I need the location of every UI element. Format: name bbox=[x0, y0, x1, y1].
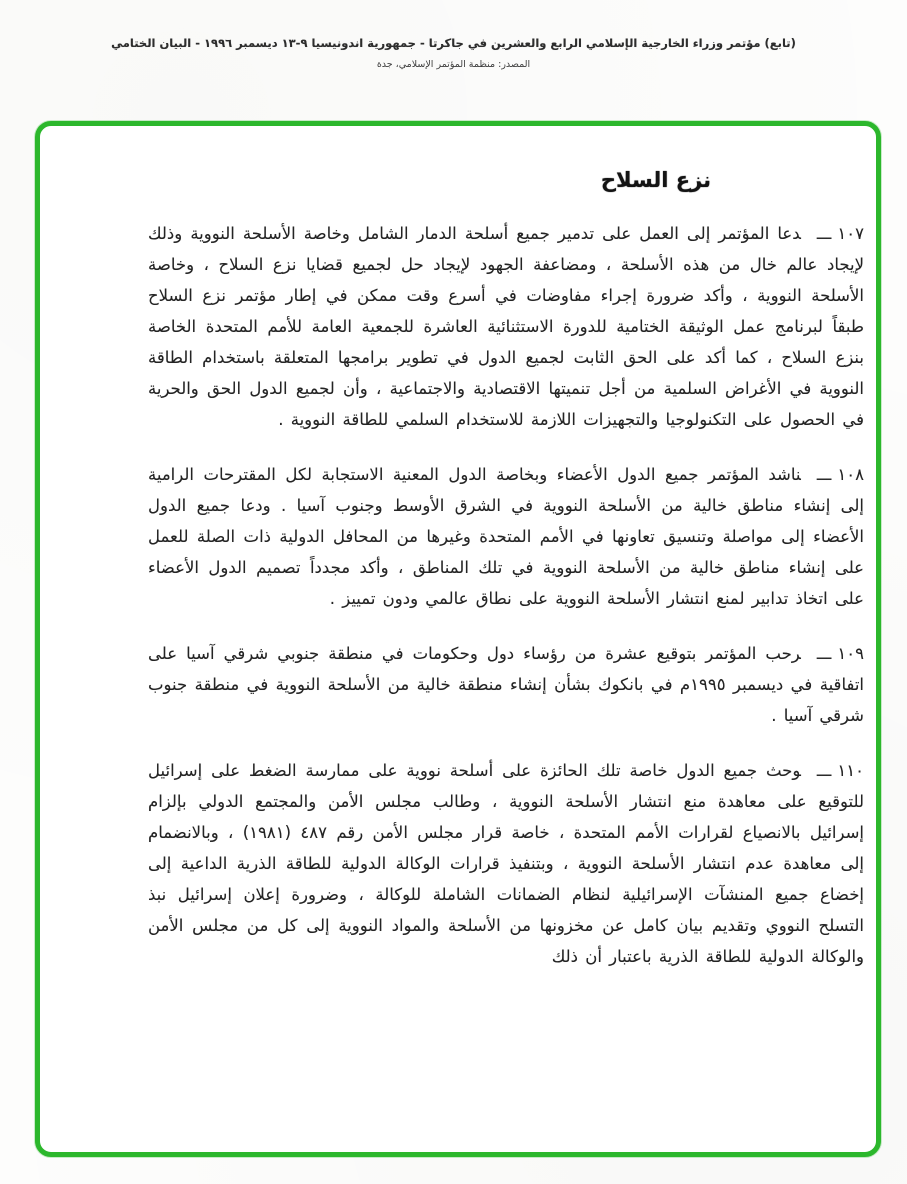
paragraph-108-text: ناشد المؤتمر جميع الدول الأعضاء وبخاصة الدول المعنية الاستجابة لكل المقترحات الرامية إلى إنشاء مناطق خالية من الأسلحة النووية في الشرق الأوسط وجنوب آسيا . ودعا جميع الدول الأعضاء إلى مواصلة وتنسيق تعاونها في الأمم المتحدة وغيرها من المحافل الدولية ذات الصلة للعمل على إنشاء مناطق خالية من الأسلحة النووية في تلك المناطق ، وأكد مجدداً تصميم الدول الأعضاء على اتخاذ تدابير لمنع انتشار الأسلحة النووية على نطاق عالمي ودون تمييز . bbox=[148, 465, 864, 608]
green-border-frame bbox=[35, 121, 881, 1157]
document-body bbox=[40, 126, 876, 1152]
paragraph-109-dash: ـــ bbox=[816, 644, 832, 663]
paragraph-107 bbox=[148, 218, 864, 435]
page-header bbox=[0, 36, 907, 70]
header-line-2: المصدر: منظمة المؤتمر الإسلامي، جدة bbox=[376, 59, 531, 70]
paragraph-109-number: ١٠٩ bbox=[837, 644, 864, 663]
header-line-1: (تابع) مؤتمر وزراء الخارجية الإسلامي الرابع والعشرين في جاكرتا - جمهورية اندونيسيا ٩-١٣ ديسمبر ١٩٩٦ - البيان الختامي bbox=[111, 36, 796, 50]
paragraph-110 bbox=[148, 755, 864, 972]
paragraph-109 bbox=[148, 638, 864, 731]
paragraph-108 bbox=[148, 459, 864, 614]
section-title: نزع السلاح bbox=[600, 168, 712, 192]
paragraph-107-dash: ـــ bbox=[816, 224, 832, 243]
paragraph-110-number: ١١٠ bbox=[837, 761, 864, 780]
paragraph-107-text: دعا المؤتمر إلى العمل على تدمير جميع أسلحة الدمار الشامل وخاصة الأسلحة النووية وذلك لإيجاد عالم خال من هذه الأسلحة ، ومضاعفة الجهود لإيجاد حل لجميع قضايا نزع السلاح ، وخاصة الأسلحة النووية ، وأكد ضرورة إجراء مفاوضات في أسرع وقت ممكن في إطار مؤتمر نزع السلاح طبقاً لبرنامج عمل الوثيقة الختامية للدورة الاستثنائية العاشرة للجمعية العامة للأمم المتحدة الخاصة بنزع السلاح ، كما أكد على الحق الثابت لجميع الدول في تطوير برامجها المتعلقة باستخدام الطاقة النووية في الأغراض السلمية من أجل تنميتها الاقتصادية والاجتماعية ، وأن لجميع الدول الحق والحرية في الحصول على التكنولوجيا والتجهيزات اللازمة للاستخدام السلمي للطاقة النووية . bbox=[148, 224, 864, 429]
paragraph-109-text: رحب المؤتمر بتوقيع عشرة من رؤساء دول وحكومات في منطقة جنوبي شرقي آسيا على اتفاقية في ديسمبر ١٩٩٥م في بانكوك بشأن إنشاء منطقة خالية من الأسلحة النووية في منطقة جنوب شرقي آسيا . bbox=[148, 644, 864, 725]
paragraph-108-number: ١٠٨ bbox=[837, 465, 864, 484]
paragraph-110-text: وحث جميع الدول خاصة تلك الحائزة على أسلحة نووية على ممارسة الضغط على إسرائيل للتوقيع على معاهدة منع انتشار الأسلحة النووية ، وطالب مجلس الأمن والمجتمع الدولي بإلزام إسرائيل بالانصياع لقرارات الأمم المتحدة ، خاصة قرار مجلس الأمن رقم ٤٨٧ (١٩٨١) ، وبالانضمام إلى معاهدة عدم انتشار الأسلحة النووية ، وبتنفيذ قرارات الوكالة الدولية للطاقة الذرية الداعية إلى إخضاع جميع المنشآت الإسرائيلية لنظام الضمانات الشاملة للوكالة ، وضرورة إعلان إسرائيل نبذ التسلح النووي وتقديم بيان كامل عن مخزونها من الأسلحة والمواد النووية إلى كل من مجلس الأمن والوكالة الدولية للطاقة الذرية باعتبار أن ذلك bbox=[148, 761, 865, 966]
paragraph-108-dash: ـــ bbox=[816, 465, 832, 484]
paragraph-110-dash: ـــ bbox=[816, 761, 832, 780]
paragraph-107-number: ١٠٧ bbox=[837, 224, 864, 243]
